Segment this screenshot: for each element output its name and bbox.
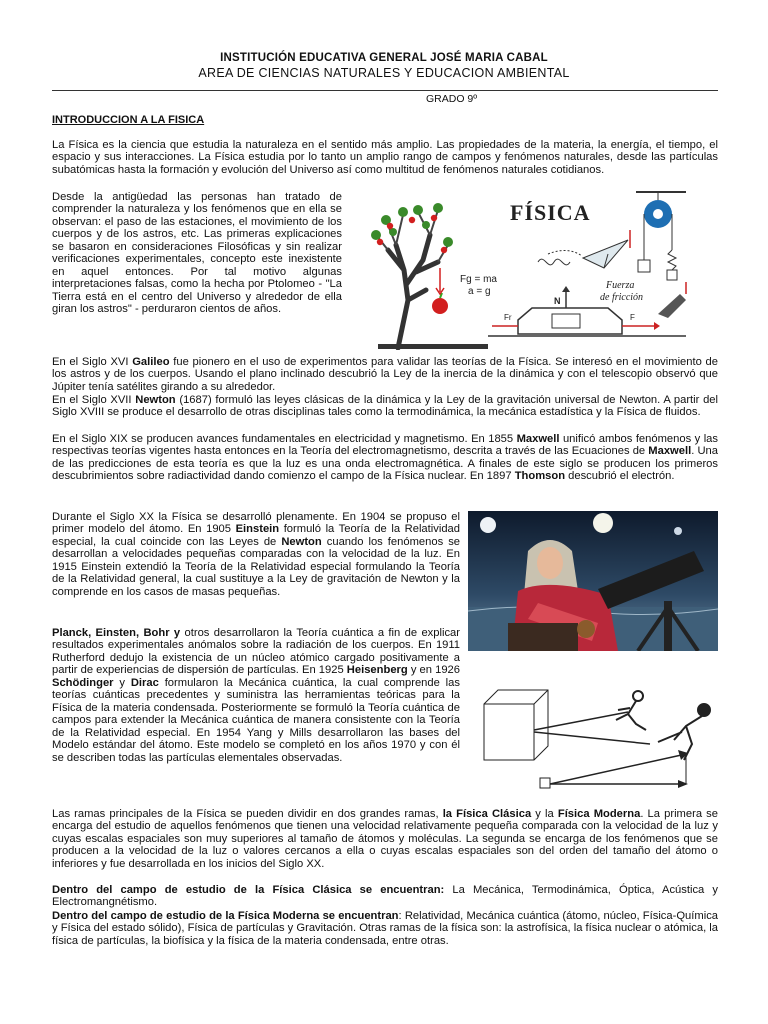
friction-block-icon bbox=[488, 286, 686, 336]
document-title: INTRODUCCION A LA FISICA bbox=[52, 114, 205, 126]
modern-physics-paragraph: Dentro del campo de estudio de la Física Moderna se encuentran: Relatividad, Mecánica cuántica (átomo, núcleo, Física-Química y Física del estado sólido), Física de partículas y Gravitación. Otras ramas de la física son: la astrofísica, la física nuclear o atómica, la física de partículas, la biofísica y la física de la materia condensada, entre otras. bbox=[52, 910, 719, 947]
siglo-xvii-paragraph: En el Siglo XVII Newton (1687) formuló las leyes clásicas de la dinámica y la Ley de la gravitación universal de Newton. A partir del Siglo XVIII se produce el desarrollo de otras disciplinas tales como la termodinámica, la mecánica estadística y la Física de fluidos. bbox=[52, 394, 719, 419]
applied-force-label: F bbox=[630, 313, 635, 322]
force-diagram bbox=[478, 680, 718, 800]
siglo-xix-paragraph: En el Siglo XIX se producen avances fundamentales en electricidad y magnetismo. En 1855 Maxwell unificó ambos fenómenos y las respectivas teorías vigentes hasta entonces en la Teoría del electromagnetismo, descrita a través de las Ecuaciones de Maxwell. Una de las predicciones de esta teoría es que la luz es una onda electromagnética. A finales de este siglo se producen los primeros descubrimientos sobre radiactividad dando comienzo el campo de la Física nuclear. En 1897 Thomson descubrió el electrón. bbox=[52, 433, 718, 483]
formula-fg: Fg = ma bbox=[460, 274, 497, 285]
fisica-word: FÍSICA bbox=[510, 200, 591, 225]
paper-plane-icon bbox=[548, 240, 628, 268]
intro-paragraph: La Física es la ciencia que estudia la naturaleza en el sentido más amplio. Las propiedades de la materia, la energía, el tiempo, el espacio y sus interacciones. La Física estudia por lo tanto un amplio rango de campos y fenómenos naturales, desde las partículas subatómicas hasta la formación y evolución del Universo así como multitud de fenómenos naturales cotidianos. bbox=[52, 139, 718, 176]
friction-force-label: Fr bbox=[504, 313, 512, 322]
classical-physics-paragraph: Dentro del campo de estudio de la Física Clásica se encuentran: La Mecánica, Termodinámica, Óptica, Acústica y Electromangnétismo. bbox=[52, 884, 718, 909]
header-divider bbox=[52, 90, 718, 91]
branches-paragraph: Las ramas principales de la Física se pueden dividir en dos grandes ramas, la Física Clásica y la Física Moderna. La primera se encarga del estudio de aquellos fenómenos que tienen una velocidad relativamente pequeña comparada con la velocidad de la luz y cuyas escalas espaciales son muy superiores al tamaño de átomos y moléculas. La segunda se encarga de los fenómenos que se producen a la velocidad de la luz o valores cercanos a ella o cuyas escalas espaciales son del orden del tamaño del átomo o inferiores y fue desarrollada en los inicios del Siglo XX. bbox=[52, 808, 718, 870]
formula-a: a = g bbox=[468, 286, 491, 297]
pulley-icon bbox=[630, 192, 686, 294]
grade-label: GRADO 9º bbox=[426, 93, 478, 105]
spring-icon bbox=[538, 259, 570, 265]
siglo-xx-paragraph: Durante el Siglo XX la Física se desarrolló plenamente. En 1904 se propuso el primer modelo del átomo. En 1905 Einstein formuló la Teoría de la Relatividad especial, la cual coincide con las Leyes de Newton cuando los fenómenos se desarrollan a velocidades pequeñas comparadas con la velocidad de la luz. En 1915 Einstein extendió la Teoría de la Relatividad especial formulando la Teoría de la Relatividad general, la cual sustituye a la Ley de gravitación de Newton y la comprende en los casos de masas pequeñas. bbox=[52, 511, 461, 598]
area-name: AREA DE CIENCIAS NATURALES Y EDUCACION AMBIENTAL bbox=[198, 66, 570, 80]
quantum-paragraph: Planck, Einsten, Bohr y otros desarrollaron la Teoría cuántica a fin de explicar resultados experimentales anómalos sobre la radiación de los cuerpos. En 1911 Rutherford dedujo la existencia de un núcleo atómico cargado positivamente a partir de experiencias de dispersión de partículas. En 1925 Heisenberg y en 1926 Schödinger y Dirac formularon la Mecánica cuántica, la cual comprende las teorías cuánticas precedentes y suministra las herramientas teóricas para la Física de la materia condensada. Posteriormente se formuló la Teoría cuántica de campos para extender la Mecánica cuántica de manera consistente con la Teoría de la Relatividad especial. En 1954 Yang y Mills desarrollaron las bases del Modelo estándar del átomo. Este modelo se completó en los años 1970 y con él se describen todas las partículas elementales observadas. bbox=[52, 627, 460, 764]
normal-label: N bbox=[554, 296, 561, 306]
pulling-person-icon bbox=[616, 691, 710, 760]
newton-painting bbox=[468, 511, 718, 651]
institution-name: INSTITUCIÓN EDUCATIVA GENERAL JOSÉ MARIA CABAL bbox=[220, 52, 548, 64]
friccion-label: de fricción bbox=[600, 292, 644, 303]
antiquity-paragraph: Desde la antigüedad las personas han tratado de comprender la naturaleza y los fenómenos que en ella se observan: el paso de las estaciones, el movimiento de los cuerpos y de los astros, etc. Las primeras explicaciones se basaron en consideraciones Filosóficas y sin realizar verificaciones experimentales, concepto este inexistente en aquel entonces. Por tal motivo algunas interpretaciones falsas, como la hecha por Ptolomeo - "La Tierra está en el centro del Universo y alrededor de ella giran los astros" - perduraron cientos de años. bbox=[52, 191, 342, 316]
siglo-xvi-paragraph: En el Siglo XVI Galileo fue pionero en el uso de experimentos para validar las teorías de la Física. Se interesó en el movimiento de los astros y de los cuerpos. Usando el plano inclinado descubrió la Ley de la inercia de la dinámica y con el telescopio observó que Júpiter tenía satélites girando a su alrededor. bbox=[52, 356, 718, 393]
physics-illustration bbox=[368, 190, 690, 350]
fuerza-label: Fuerza bbox=[606, 280, 635, 291]
